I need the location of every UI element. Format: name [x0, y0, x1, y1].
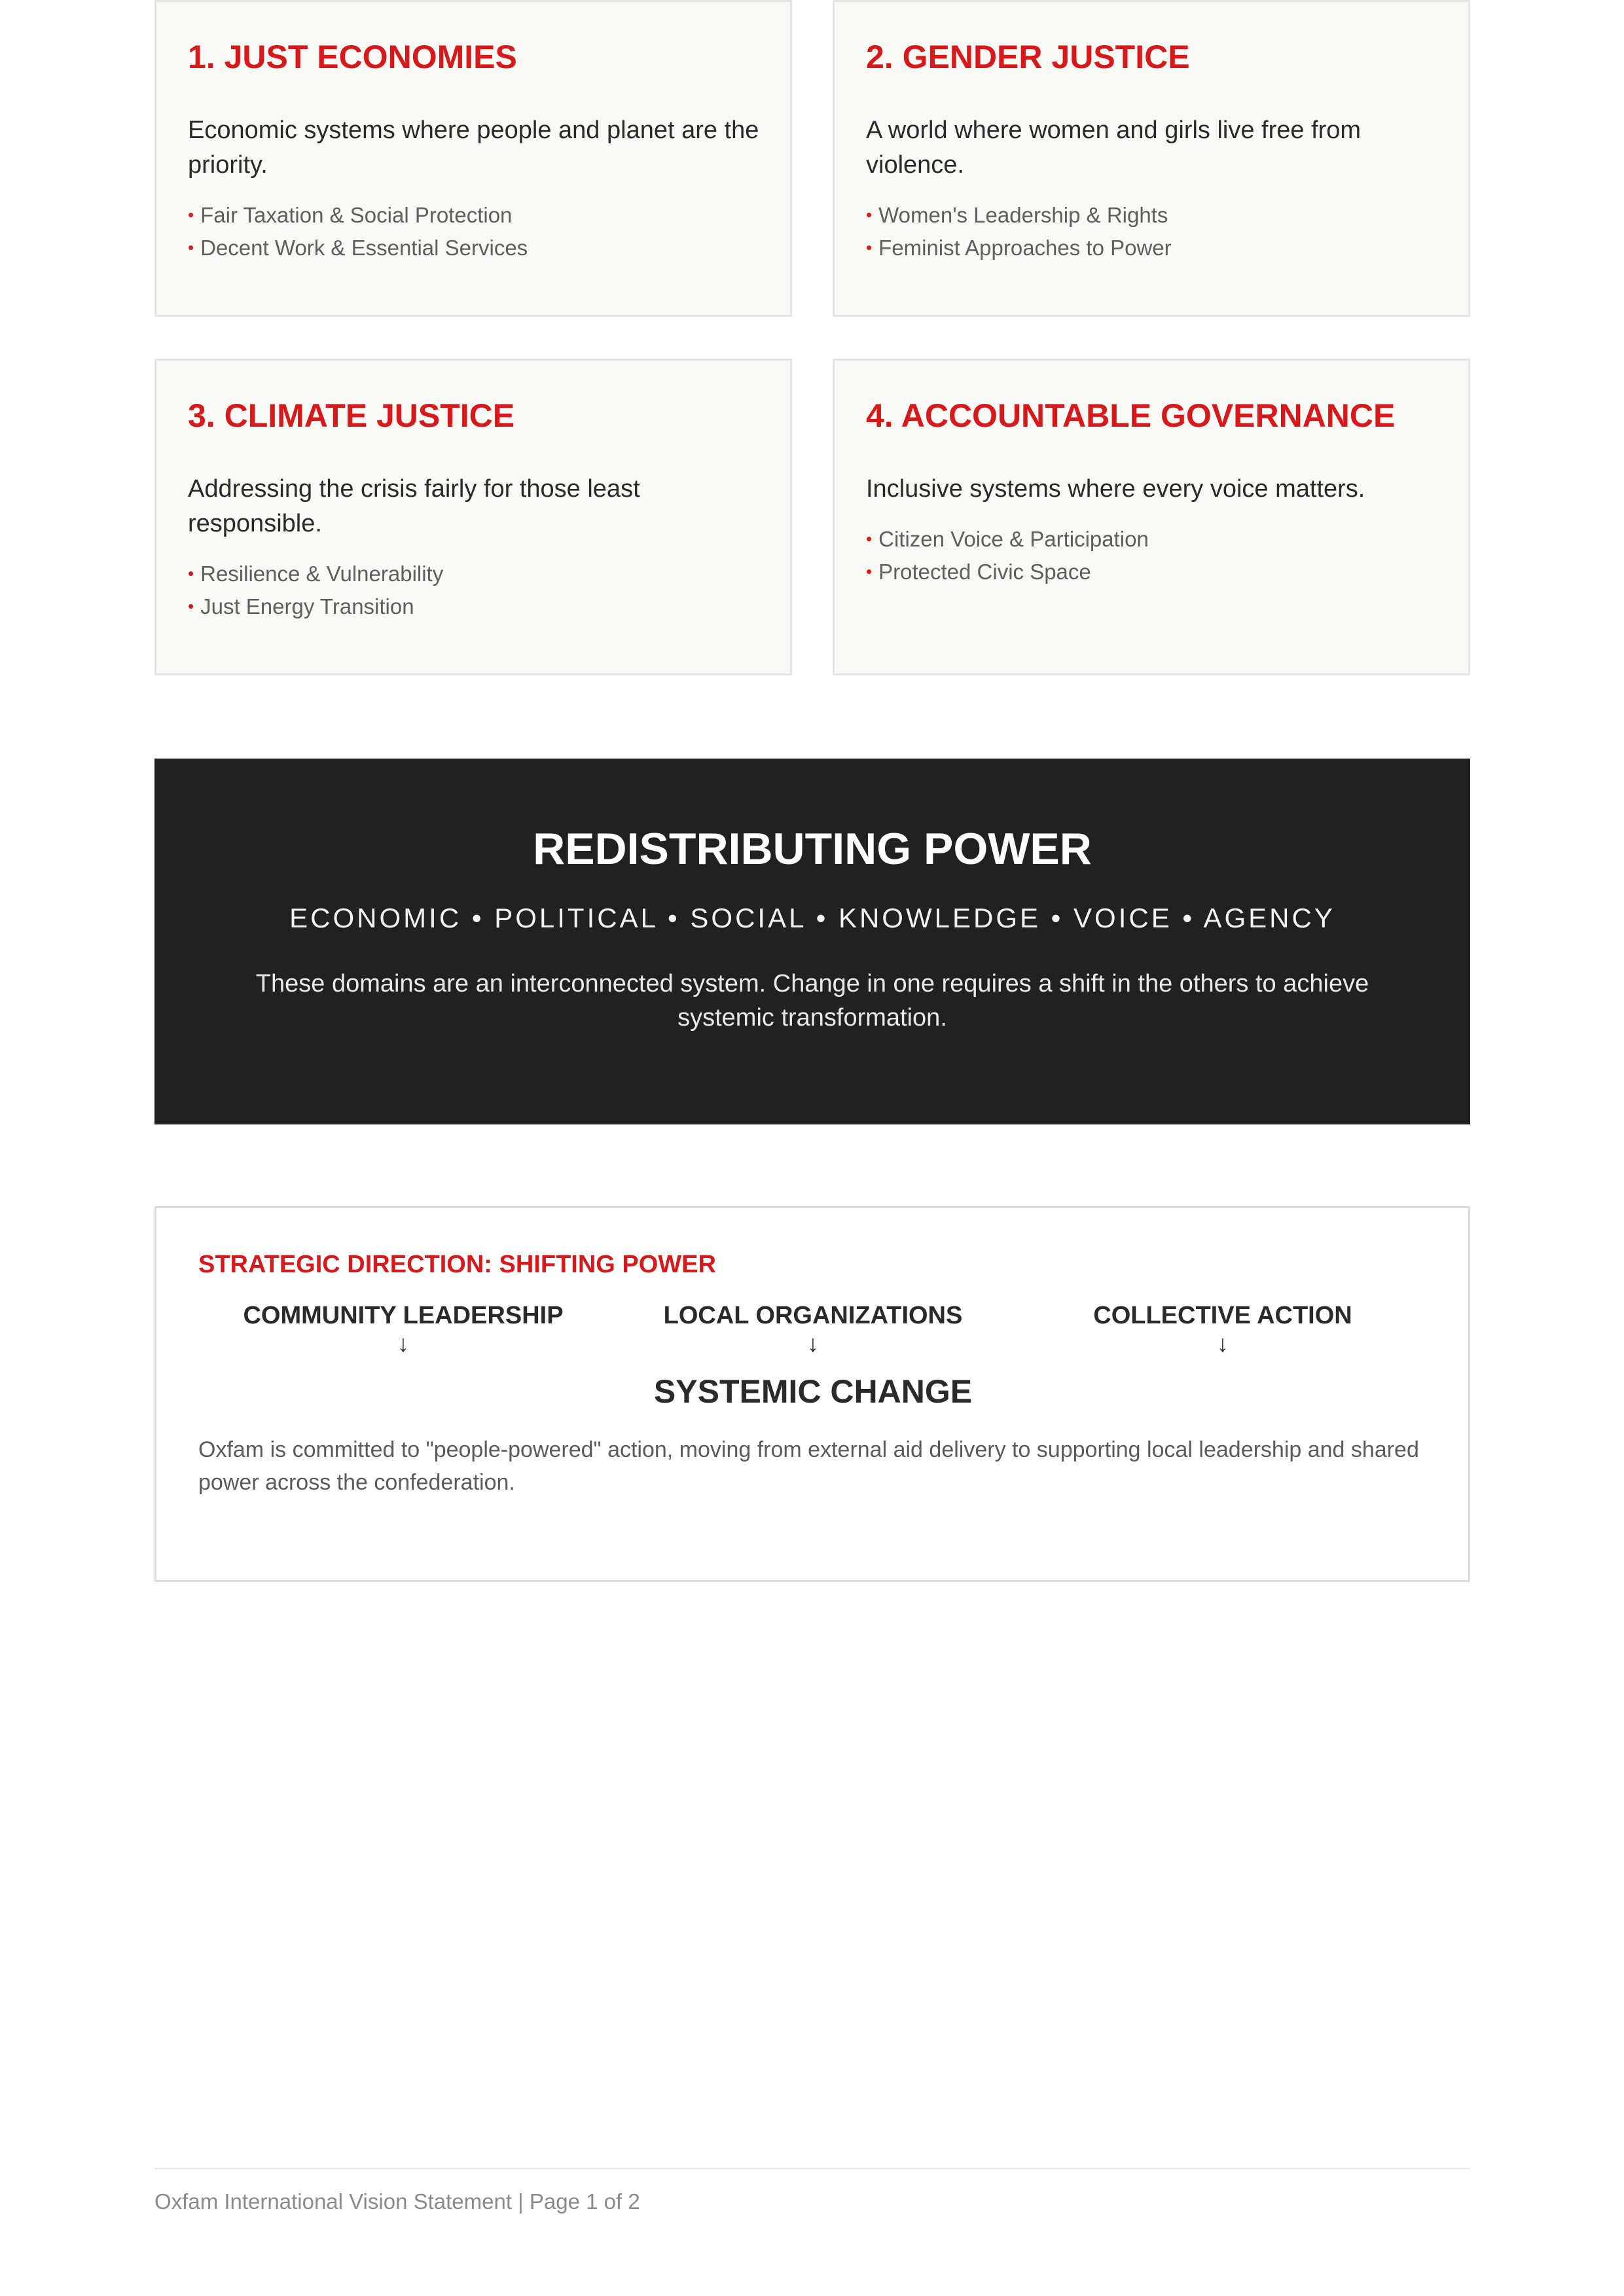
- bullet-text: Fair Taxation & Social Protection: [200, 203, 513, 227]
- pillar-grid: [154, 0, 1470, 675]
- pillar-description: Economic systems where people and planet are the priority.: [188, 117, 759, 179]
- pillar-bullet-list: [188, 558, 760, 624]
- footer-divider: [154, 2168, 1470, 2169]
- bullet-item: [188, 200, 760, 232]
- pillar-bullet-list: [866, 200, 1438, 265]
- bullet-item: [188, 558, 760, 591]
- pillar-card-accountable-governance: [833, 359, 1470, 675]
- pillar-card-just-economies: [154, 0, 792, 317]
- pillar-title: 4. ACCOUNTABLE GOVERNANCE: [866, 397, 1396, 434]
- bullet-text: Citizen Voice & Participation: [878, 527, 1149, 551]
- driver-label: LOCAL ORGANIZATIONS: [663, 1302, 963, 1329]
- driver-collective-action: [1018, 1300, 1428, 1356]
- pillar-card-gender-justice: [833, 0, 1470, 317]
- bullet-dot-icon: •: [188, 238, 194, 257]
- power-title: REDISTRIBUTING POWER: [533, 824, 1092, 874]
- power-domains: ECONOMIC • POLITICAL • SOCIAL • KNOWLEDGE • VOICE • AGENCY: [289, 903, 1335, 933]
- bullet-text: Feminist Approaches to Power: [878, 236, 1172, 260]
- pillar-bullet-list: [866, 524, 1438, 589]
- strategy-title: STRATEGIC DIRECTION: SHIFTING POWER: [198, 1251, 716, 1278]
- bullet-dot-icon: •: [866, 562, 873, 581]
- strategy-description: Oxfam is committed to "people-powered" action, moving from external aid delivery to supporting local leadership and shared power across the confederation.: [198, 1437, 1419, 1495]
- driver-label: COMMUNITY LEADERSHIP: [243, 1302, 564, 1329]
- pillar-description: Addressing the crisis fairly for those least responsible.: [188, 475, 640, 537]
- page-footer: Oxfam International Vision Statement | Page 1 of 2: [154, 2189, 640, 2214]
- redistributing-power-panel: [154, 759, 1470, 1124]
- bullet-item: [866, 232, 1438, 265]
- bullet-item: [188, 591, 760, 624]
- power-description: These domains are an interconnected system. Change in one requires a shift in the others to achieve systemic transformation.: [255, 970, 1369, 1031]
- bullet-text: Just Energy Transition: [200, 594, 414, 619]
- driver-label: COLLECTIVE ACTION: [1093, 1302, 1352, 1329]
- bullet-item: [866, 524, 1438, 556]
- pillar-description: A world where women and girls live free from violence.: [866, 117, 1362, 179]
- driver-community-leadership: [198, 1300, 608, 1356]
- bullet-item: [866, 200, 1438, 232]
- strategic-direction-box: [154, 1206, 1470, 1582]
- bullet-dot-icon: •: [188, 205, 194, 224]
- arrow-down-icon: ↓: [397, 1330, 409, 1357]
- arrow-down-icon: ↓: [1217, 1330, 1229, 1357]
- pillar-title: 2. GENDER JUSTICE: [866, 39, 1190, 75]
- bullet-text: Protected Civic Space: [878, 560, 1091, 584]
- arrow-down-icon: ↓: [807, 1330, 819, 1357]
- pillar-title: 1. JUST ECONOMIES: [188, 39, 517, 75]
- driver-local-organizations: [608, 1300, 1018, 1356]
- pillar-card-climate-justice: [154, 359, 792, 675]
- bullet-dot-icon: •: [866, 529, 873, 548]
- bullet-text: Decent Work & Essential Services: [200, 236, 528, 260]
- strategy-drivers: [198, 1300, 1428, 1356]
- pillar-description: Inclusive systems where every voice matters.: [866, 475, 1365, 503]
- pillar-title: 3. CLIMATE JUSTICE: [188, 397, 515, 434]
- bullet-text: Resilience & Vulnerability: [200, 562, 444, 586]
- bullet-dot-icon: •: [188, 564, 194, 583]
- bullet-item: [188, 232, 760, 265]
- bullet-dot-icon: •: [866, 205, 873, 224]
- pillar-bullet-list: [188, 200, 760, 265]
- bullet-dot-icon: •: [866, 238, 873, 257]
- bullet-text: Women's Leadership & Rights: [878, 203, 1168, 227]
- bullet-dot-icon: •: [188, 596, 194, 616]
- strategy-outcome: SYSTEMIC CHANGE: [653, 1373, 973, 1410]
- bullet-item: [866, 556, 1438, 589]
